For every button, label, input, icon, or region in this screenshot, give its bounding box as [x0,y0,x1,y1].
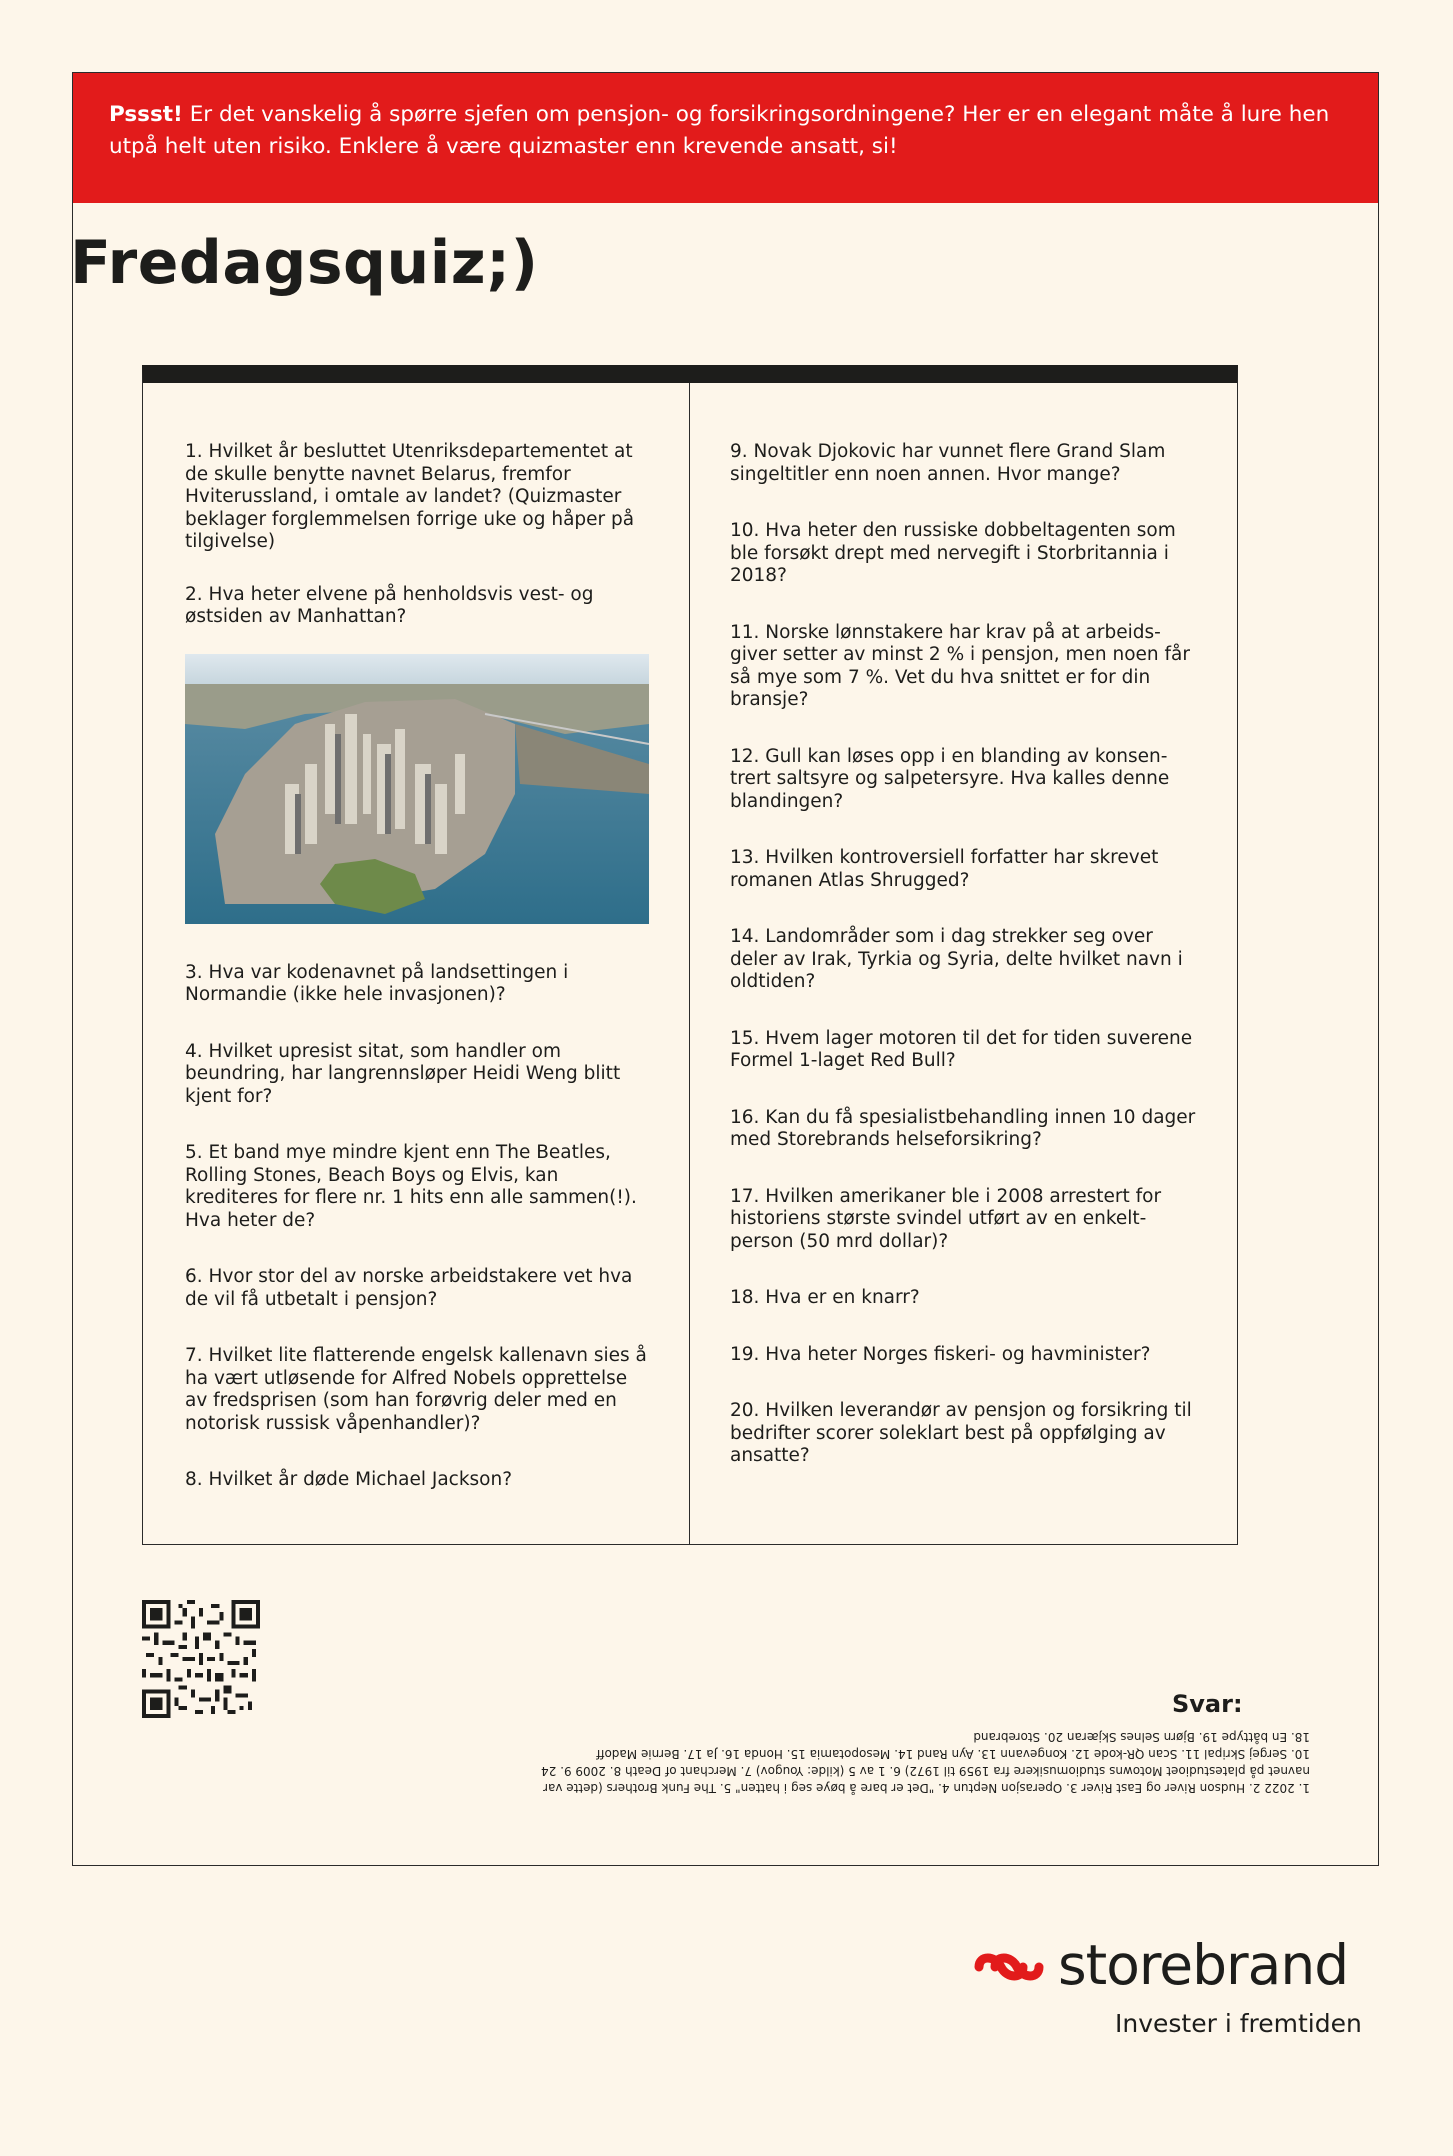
question-15: 15. Hvem lager motoren til det for tiden suverene Formel 1-laget Red Bull? [730,1027,1193,1071]
brand-name: storebrand [1058,1933,1349,1997]
question-1: 1. Hvilket år besluttet Utenriksdepartementet at de skulle benytte navnet Belarus, fremfor Hviterussland, i omtale av landet? (Quizmaster beklager forglemmelsen forrige uke og håper på tilgivelse) [185,441,635,552]
answers-label: Svar: [1172,1690,1243,1718]
questions-right-column [690,383,1237,1544]
manhattan-aerial-photo [185,654,649,924]
qr-code[interactable] [142,1600,260,1718]
question-8: 8. Hvilket år døde Michael Jackson? [185,1469,513,1490]
answers-line: 10. Sergej Skripal 11. Scan QR-kode 12. Kongevann 13. Ayn Rand 14. Mesopotamia 15. Honda 16. Ja 17. Bernie Madoff [596,1747,1310,1761]
question-13: 13. Hvilken kontroversiell forfatter har skrevet romanen Atlas Shrugged? [730,847,1159,891]
answers-line: 1. 2022 2. Hudson River og East River 3. Operasjon Neptun 4. "Det er bare å bøye seg i hatten" 5. The Funk Brothers (dette var [543,1781,1310,1795]
question-14: 14. Landområder som i dag strekker seg over deler av Irak, Tyrkia og Syria, delte hvilket navn i oldtiden? [730,926,1183,992]
upside-down-answers [495,1728,1310,1796]
question-4: 4. Hvilket upresist sitat, som handler om beundring, har langrennsløper Heidi Weng blitt kjent for? [185,1040,621,1107]
question-20: 20. Hvilken leverandør av pensjon og forsikring til bedrifter scorer soleklart best på oppfølging av ansatte? [730,1400,1192,1466]
answers-line: navnet på platestudioet Motowns studiomusikere fra 1959 til 1972) 6. 1 av 5 (kilde: Yougov) 7. Merchant of Death 8. 2009 9. 24 [541,1764,1310,1778]
question-11: 11. Norske lønnstakere har krav på at arbeids-giver setter av minst 2 % i pensjon, men noen får så mye som 7 %. Vet du hva snittet er for din bransje? [730,621,1190,710]
answers-line: 18. En båttype 19. Bjørn Selnes Skjæran 20. Storebrand [973,1730,1310,1744]
quiz-title: Fredagsquiz;) [70,228,539,298]
question-16: 16. Kan du få spesialistbehandling innen 10 dager med Storebrands helseforsikring? [730,1106,1196,1150]
questions-left-column [143,383,690,1544]
question-12: 12. Gull kan løses opp i en blanding av konsen-trert saltsyre og salpetersyre. Hva kalles denne blandingen? [730,745,1170,812]
question-19: 19. Hva heter Norges fiskeri- og havminister? [730,1343,1151,1365]
question-17: 17. Hvilken amerikaner ble i 2008 arrestert for historiens største svindel utført av en enkelt-person (50 mrd dollar)? [730,1185,1162,1252]
brand-tagline: Invester i fremtiden [1115,2009,1362,2038]
question-9: 9. Novak Djokovic har vunnet flere Grand Slam singeltitler enn noen annen. Hvor mange? [730,441,1166,485]
question-3: 3. Hva var kodenavnet på landsettingen i Normandie (ikke hele invasjonen)? [185,961,569,1005]
question-6: 6. Hvor stor del av norske arbeidstakere vet hva de vil få utbetalt i pensjon? [185,1266,633,1310]
question-7: 7. Hvilket lite flatterende engelsk kallenavn sies å ha vært utløsende for Alfred Nobels opprettelse av fredsprisen (som han forøvrig deler med en notorisk russisk våpenhandler)? [185,1345,647,1434]
question-18: 18. Hva er en knarr? [730,1287,920,1308]
banner-text: Er det vanskelig å spørre sjefen om pensjon- og forsikringsordningene? Her er en elegant måte å lure hen utpå helt uten risiko. Enklere å være quizmaster enn krevende ansatt, si! [109,102,1330,159]
banner-lead: Pssst! [109,102,183,127]
storebrand-logo-icon [967,1937,1047,1999]
question-10: 10. Hva heter den russiske dobbeltagenten som ble forsøkt drept med nervegift i Storbritannia i 2018? [730,520,1176,586]
question-5: 5. Et band mye mindre kjent enn The Beatles, Rolling Stones, Beach Boys og Elvis, kan krediteres for flere nr. 1 hits enn alle sammen(!). Hva heter de? [185,1142,637,1231]
intro-banner [73,73,1378,203]
question-2: 2. Hva heter elvene på henholdsvis vest- og østsiden av Manhattan? [185,583,594,627]
quiz-box [142,365,1238,1545]
